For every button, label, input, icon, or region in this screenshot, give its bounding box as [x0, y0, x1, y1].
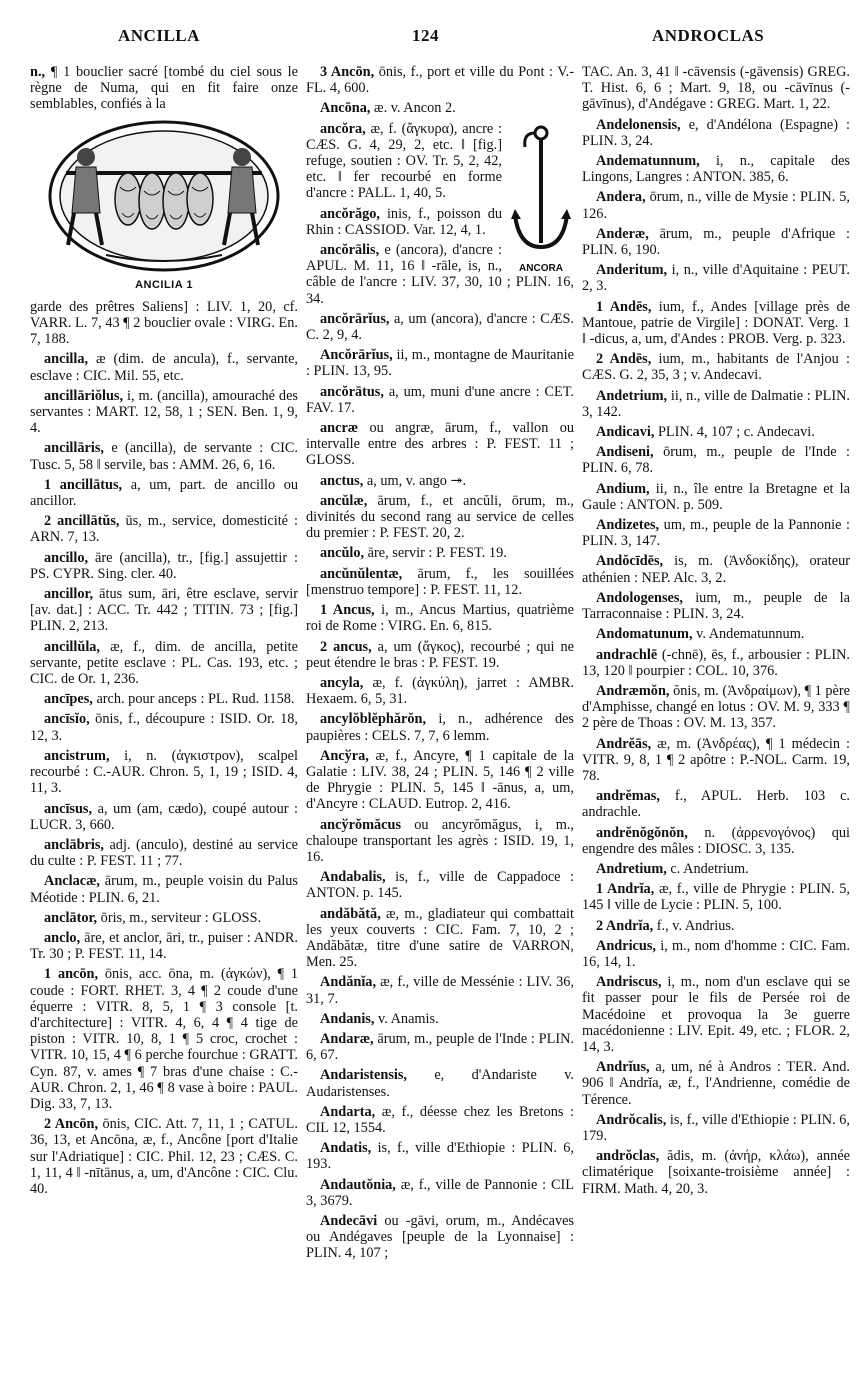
entry-body: ii, n., île entre la Bretagne et la Gaule : ANTON. p. 509. [582, 480, 850, 513]
entry [582, 299, 850, 348]
entry [306, 384, 574, 416]
entry-headword: Andretium, [596, 860, 667, 877]
entry-body: a, um (ἄγκος), recourbé ; qui ne peut étendre le bras : P. FEST. 19. [306, 638, 574, 671]
entry-body: a, um (ancora), d'ancre : CÆS. C. 2, 9, 4. [306, 310, 574, 344]
entry [582, 226, 850, 258]
ancora-illustration [508, 123, 574, 274]
entry-headword: andrŏclas, [596, 1148, 660, 1165]
entry-headword: Andelonensis, [596, 116, 681, 133]
entry-headword: Andatis, [320, 1140, 372, 1157]
entry-body: ou angræ, ārum, f., vallon ou intervalle entre des arbres : P. FEST. 11 ; GLOSS. [306, 420, 575, 469]
entry-headword: 1 Ancus, [320, 602, 375, 619]
entry [306, 1031, 574, 1063]
entry-headword: Andabalis, [320, 869, 386, 886]
entry-body: æ, f. (ἀγκύλη), jarret : AMBR. Hexaem. 6, 5, 31. [306, 674, 575, 708]
entry [582, 189, 850, 221]
entry-headword: n., [30, 64, 46, 80]
entry [30, 388, 298, 437]
entry-body: ōrum, n., ville de Mysie : PLIN. 5, 126. [582, 189, 850, 222]
entry [30, 1116, 298, 1197]
entry [30, 930, 298, 962]
entry-headword: ancŭlæ, [320, 492, 368, 509]
entry-body: n. (ἀρρενογόνος) qui engendre des mâles : DIOSC. 3, 135. [582, 824, 851, 857]
entry-body: i, m., nom d'homme : CIC. Fam. 16, 14, 1. [582, 937, 850, 970]
entry-headword: ancillāris, [44, 440, 104, 457]
column-1 [30, 64, 298, 1201]
entry-body: a, um (am, cædo), coupé autour : LUCR. 3, 660. [30, 800, 298, 833]
entry [30, 64, 298, 113]
entry [582, 1112, 850, 1144]
entry [30, 639, 298, 688]
entry-headword: Ancŏrārĭus, [320, 347, 393, 364]
page-header [0, 26, 858, 52]
entry [582, 626, 850, 642]
entry-body: a, um, muni d'une ancre : CET. FAV. 17. [306, 383, 574, 416]
entry-headword: anclātor, [44, 909, 98, 926]
entry [30, 691, 298, 707]
anchor-icon [511, 123, 571, 257]
entry-headword: Andematunnum, [596, 153, 700, 170]
entry [306, 566, 574, 598]
entry-body: ārum, m., peuple de l'Inde : PLIN. 6, 67. [306, 1030, 574, 1064]
ancilia-caption: ANCILIA 1 [135, 278, 193, 291]
entry-body: æ, f., ville de Phrygie : PLIN. 5, 145 ‖ ville de Lycie : PLIN. 5, 100. [582, 881, 851, 914]
entry [306, 347, 574, 379]
entry-headword: TAC. [582, 64, 614, 80]
entry [306, 748, 574, 813]
entry-body: v. Andematunnum. [696, 626, 805, 643]
entry-headword: ancŏra, [320, 120, 366, 137]
entry [30, 586, 298, 635]
entry [306, 473, 574, 489]
entry-headword: Ancўra, [320, 747, 369, 764]
entry-body: i, n., ville d'Aquitaine : PEUT. 2, 3. [582, 262, 850, 295]
entry-body: ii, m., montagne de Mauritanie : PLIN. 13, 95. [306, 347, 574, 380]
entry-body: ārum, f., les souillées [menstruo tempore] : P. FEST. 11, 12. [306, 565, 574, 598]
entry-headword: Andriscus, [596, 974, 662, 991]
entry-body: c. Andetrium. [670, 860, 749, 877]
entry-headword: andrĕnŏgŏnŏn, [596, 824, 688, 841]
entry [582, 736, 850, 785]
entry-headword: 1 ancillātus, [44, 476, 123, 493]
entry-body: ārum, m., peuple voisin du Palus Méotide : PLIN. 6, 21. [30, 873, 299, 906]
entry-body: e, d'Andariste v. Audaristenses. [306, 1067, 574, 1100]
entry-headword: Andarta, [320, 1103, 376, 1120]
entry [306, 974, 574, 1006]
entry-headword: ancўrŏmăcus [320, 816, 402, 833]
entry-headword: Andium, [596, 480, 650, 497]
entry-headword: ancīsus, [44, 800, 93, 817]
entry [30, 966, 298, 1112]
entry-body: ou -gāvi, orum, m., Andécaves ou Andégaves [peuple de la Lyonnaise] : PLIN. 4, 107 ; [306, 1213, 574, 1262]
entry [306, 711, 574, 743]
entry-headword: 1 Andēs, [596, 298, 652, 315]
entry [306, 64, 574, 96]
entry-body: ium, m., habitants de l'Anjou : CÆS. G. 2, 35, 3 ; v. Andecavi. [582, 351, 850, 384]
entry-headword: 2 ancus, [320, 638, 372, 655]
entry-headword: andrachlē [596, 646, 658, 663]
entry-headword: Andanis, [320, 1010, 375, 1027]
entry [30, 513, 298, 545]
ancilia-engraving [46, 117, 282, 275]
entry-headword: 1 Andrĭa, [596, 881, 655, 898]
entry-headword: ancistrum, [44, 747, 110, 764]
entry [582, 64, 850, 113]
entry-body: is, f., ville de Cappadoce : ANTON. p. 145. [306, 869, 575, 902]
entry-headword: ancŭnŭlentæ, [320, 565, 403, 582]
entry [306, 420, 574, 469]
entry-body: ārum, f., et ancŭli, ōrum, m., divinités du second rang au service de celles du premier : P. FEST. 20, 2. [306, 492, 574, 542]
entry [582, 938, 850, 970]
entry-headword: anclo, [44, 929, 81, 946]
entry-body: ōnis, acc. ōna, m. (ἀγκών), ¶ 1 coude : FORT. RHET. 3, 4 ¶ 2 coude d'une équerre : VITR. 8, 5, 1 ¶ 3 console [t. d'architecture] : VITR. 4, 6, 4 ¶ 4 tige de piston : VITR. 10, 8, 1 ¶ 5 croc, crochet : VITR. 10, 15, 4 ¶ 6 perche fourchue : GRATT. Cyn. 87, v. ames ¶ 7 bras d'une chaise : C.-AUR. Chron. 2, 1, 46 ¶ 8 vase à boire : PAUL. Dig. 33, 7, 13. [30, 966, 299, 1112]
entry-headword: anclābris, [44, 836, 104, 853]
entry-body: arch. pour anceps : PL. Rud. 1158. [96, 691, 295, 708]
entry-headword: anctus, [320, 472, 364, 489]
entry [306, 100, 574, 116]
entry [30, 440, 298, 472]
entry-body: āre (ancilla), tr., [fig.] assujettir : PS. CYPR. Sing. cler. 40. [30, 549, 298, 582]
entry-headword: Andizetes, [596, 517, 660, 534]
entry [582, 481, 850, 513]
entry-headword: andăbătă, [320, 905, 381, 922]
entry-body: ōnis, f., port et ville du Pont : V.-FL. 4, 600. [306, 64, 575, 97]
entry-headword: Andetrium, [596, 387, 668, 404]
entry-headword: ancillo, [44, 549, 89, 566]
entry [30, 711, 298, 743]
entry [30, 748, 298, 797]
entry [306, 906, 574, 971]
entry [582, 788, 850, 820]
entry-headword: ancŭlo, [320, 545, 365, 562]
entry-body: um, m., peuple de la Pannonie : PLIN. 3, 147. [582, 517, 850, 550]
entry-body: ¶ 1 bouclier sacré [tombé du ciel sous le règne de Numa, qui en fit faire onze semblables, confiés à la [30, 64, 298, 113]
entry-headword: Andicavi, [596, 424, 655, 441]
entry [582, 262, 850, 294]
entry-body: ii, n., ville de Dalmatie : PLIN. 3, 142. [582, 387, 850, 420]
entry-headword: ancillāriŏlus, [44, 387, 124, 404]
entry [306, 675, 574, 707]
entry [582, 444, 850, 476]
entry-body: ārum, m., peuple d'Afrique : PLIN. 6, 190. [582, 225, 850, 259]
entry-body: is, m. (Ἀνδοκίδης), orateur athénien : NEP. Alc. 3, 2. [582, 553, 850, 586]
entry-body: e (ancora), d'ancre : APUL. M. 11, 16 ‖ -rāle, is, n., câble de l'ancre : LIV. 37, 30, 10 ; PLIN. 16, 34. [306, 242, 574, 307]
header-last-word: ANDROCLAS [652, 26, 765, 45]
entry-headword: Andologenses, [596, 589, 683, 606]
entry-body: is, f., ville d'Ethiopie : PLIN. 6, 179. [582, 1111, 850, 1144]
entry-body: æ, f., déesse chez les Bretons : CIL 12, 1554. [306, 1103, 574, 1136]
entry-body: f., APUL. Herb. 103 c. andrachle. [582, 788, 850, 821]
entry-body: æ (dim. de ancula), f., servante, esclave : CIC. Mil. 55, etc. [30, 351, 299, 384]
entry-body: i, n., adhérence des paupières : CELS. 7, 7, 6 lemm. [306, 711, 574, 744]
entry [582, 918, 850, 934]
entry-headword: ancyla, [320, 674, 364, 691]
entry [306, 1177, 574, 1209]
entry-body: An. 3, 41 ‖ -cāvensis (-gāvensis) GREG. T. Hist. 6, 6 ; Mart. 9, 18, ou -cāvīnus (-gāvīnus), d'Andégave : GREG. Mart. 1, 22. [582, 64, 850, 113]
entry-headword: 3 Ancōn, [320, 64, 375, 80]
entry-headword: ancŏrārĭus, [320, 310, 390, 327]
entry-body: æ. v. Ancon 2. [374, 100, 456, 117]
entry [582, 881, 850, 913]
page-number: 124 [412, 26, 439, 45]
entry-body: āre, servir : P. FEST. 19. [367, 545, 507, 562]
entry-headword: Andricus, [596, 937, 656, 954]
entry [30, 873, 298, 905]
entry-body: ium, f., Andes [village près de Mantoue, patrie de Virgile] : DONAT. Verg. 1 ‖ -dicus, a, um, d'Andes : PROB. Verg. p. 323. [582, 298, 850, 348]
entry-headword: Andræmŏn, [596, 682, 670, 699]
entry-headword: Andŏcīdēs, [596, 553, 664, 570]
entry-headword: ancillŭla, [44, 638, 101, 655]
entry [30, 550, 298, 582]
entry-headword: Andecāvi [320, 1213, 378, 1229]
entry [306, 1213, 574, 1262]
entry-body: a, um, né à Andros : TER. And. 906 ‖ Andrĭa, æ, f., l'Andrienne, comédie de Térence. [582, 1059, 850, 1108]
entry-body: adj. (anculo), destiné au service du culte : P. FEST. 11 ; 77. [30, 836, 299, 870]
entry-headword: Andaræ, [320, 1030, 374, 1047]
entry-headword: Anclacæ, [44, 873, 100, 890]
entry-headword: Andautŏnia, [320, 1176, 396, 1193]
entry [582, 647, 850, 679]
entry-headword: Andomatunum, [596, 626, 693, 643]
entry-headword: 2 ancillātŭs, [44, 513, 120, 530]
entry [582, 861, 850, 877]
entry-body: āre, et anclor, āri, tr., puiser : ANDR. Tr. 30 ; P. FEST. 11, 14. [30, 929, 298, 963]
entry [582, 517, 850, 549]
entry [306, 1011, 574, 1027]
entry [306, 1140, 574, 1172]
entry-headword: andrĕmas, [596, 788, 660, 805]
entry [582, 1059, 850, 1108]
entry-body: e, d'Andélona (Espagne) : PLIN. 3, 24. [582, 116, 850, 149]
entry [582, 974, 850, 1055]
entry-body: ădis, m. (ἀνήρ, κλάω), année climatérique [soixante-troisième année] : FIRM. Math. 4, 20, 3. [582, 1148, 851, 1197]
entry [582, 590, 850, 622]
entry [306, 817, 574, 866]
entry [306, 311, 574, 343]
ancilia-illustration [30, 117, 298, 275]
entry [30, 299, 298, 348]
entry [30, 801, 298, 833]
column-3 [582, 64, 850, 1201]
entry-body: æ, f., dim. de ancilla, petite servante, petite esclave : PL. Cas. 193, etc. ; CIC. de Or. 1, 236. [30, 638, 298, 688]
entry [30, 837, 298, 869]
entry-body: is, f., ville d'Ethiopie : PLIN. 6, 193. [306, 1140, 574, 1173]
entry-headword: Andrĕās, [596, 735, 652, 752]
entry [582, 351, 850, 383]
entry [30, 477, 298, 509]
entry-body: æ, m. (Ἀνδρέας), ¶ 1 médecin : VITR. 9, 8, 1 ¶ 2 apôtre : P.-NOL. Carm. 19, 78. [582, 735, 851, 784]
entry-headword: 2 Ancōn, [44, 1116, 99, 1133]
entry [30, 910, 298, 926]
entry-body: ōris, m., serviteur : GLOSS. [100, 909, 262, 926]
entry [306, 869, 574, 901]
entry-body: a, um, part. de ancillo ou ancillor. [30, 476, 298, 510]
entry-headword: Andrŏcalis, [596, 1111, 667, 1128]
entry-body: ou ancyrŏmăgus, i, m., chaloupe transportant les agrès : ISID. 19, 1, 16. [306, 816, 574, 865]
entry-body: PLIN. 4, 107 ; c. Andecavi. [657, 424, 815, 441]
entry [582, 153, 850, 185]
entry-body: inis, f., poisson du Rhin : CASSIOD. Var. 12, 4, 1. [306, 205, 503, 238]
entry [582, 825, 850, 857]
entry-body: i, m. (ancilla), amouraché des servantes : MART. 12, 58, 1 ; SEN. Ben. 1, 9, 4. [30, 387, 298, 437]
entry-body: ŏnis, m. (Ἀνδραίμων), ¶ 1 père d'Amphisse, changé en lotus : OV. M. 9, 333 ¶ 2 père de Thoas : OV. M. 13, 357. [582, 682, 850, 732]
entry-headword: ancŏrăgo, [320, 205, 380, 222]
entry-headword: Anderæ, [596, 225, 649, 242]
entry-body: ōrum, m., peuple de l'Inde : PLIN. 6, 78. [582, 444, 851, 477]
entry [306, 545, 574, 561]
entry-headword: ancīsĭo, [44, 711, 90, 728]
entry-body: f., v. Andrius. [656, 917, 735, 934]
entry-body: ūs, m., service, domesticité : ARN. 7, 13. [30, 513, 298, 546]
entry [582, 1148, 850, 1197]
entry-headword: ancŏrātus, [320, 383, 384, 400]
entry-body: ōnis, f., découpure : ISID. Or. 18, 12, 3. [30, 711, 298, 744]
entry-body: e (ancilla), de servante : CIC. Tusc. 5, 58 ‖ servile, bas : AMM. 26, 6, 16. [30, 440, 299, 473]
entry-headword: Andiseni, [596, 444, 654, 461]
entry [582, 553, 850, 585]
entry-headword: Andrĭus, [596, 1059, 650, 1076]
entry [582, 683, 850, 732]
entry-body: a, um, v. ango ↠. [366, 472, 467, 489]
entry [306, 1104, 574, 1136]
entry-headword: ancilla, [44, 351, 89, 368]
entry-headword: Andaristensis, [320, 1067, 407, 1084]
entry [30, 351, 298, 383]
entry-headword: Andera, [596, 189, 646, 206]
column-2 [306, 64, 574, 1266]
entry-body: ium, m., peuple de la Tarraconnaise : PLIN. 3, 24. [582, 589, 850, 623]
entry-headword: Anderitum, [596, 262, 668, 279]
entry-body: æ, m., gladiateur qui combattait les yeux couverts : CIC. Fam. 7, 10, 2 ; Andăbătæ, titre d'une satire de VARRON, Men. 25. [306, 905, 575, 971]
entry-body: i, n. (ἀγκιστρον), scalpel recourbé : C.-AUR. Chron. 5, 1, 19 ; ISID. 4, 11, 3. [30, 747, 298, 797]
entry-headword: Ancōna, [320, 100, 371, 117]
entry-headword: ancŏrālis, [320, 242, 380, 259]
header-first-word: ANCILLA [118, 26, 200, 45]
entry [582, 388, 850, 420]
entry-headword: Andănĭa, [320, 974, 377, 991]
entry-headword: ancīpes, [44, 691, 93, 708]
entry [306, 602, 574, 634]
entry-body: garde des prêtres Saliens] : LIV. 1, 20, cf. VARR. L. 7, 43 ¶ 2 bouclier ovale : VIRG. En. 7, 188. [30, 298, 298, 348]
entry-headword: 2 Andēs, [596, 351, 652, 368]
entry-body: i, m., nom d'un esclave qui se fit passer pour le fils de Persée roi de Macédoine et provoqua la 3e guerre macédonienne : LIV. Epit. 49, etc. ; FLOR. 2, 14, 3. [582, 974, 850, 1055]
entry-body: æ, f., ville de Pannonie : CIL 3, 3679. [306, 1176, 574, 1209]
entry [582, 424, 850, 440]
entry [306, 1067, 574, 1099]
entry-headword: ancillor, [44, 586, 94, 603]
ancora-caption: ANCORA [519, 262, 563, 274]
entry-body: i, m., Ancus Martius, quatrième roi de Rome : VIRG. En. 6, 815. [306, 602, 574, 635]
entry-headword: 1 ancōn, [44, 966, 99, 983]
entry-headword: ancylŏblĕphărŏn, [320, 711, 427, 728]
entry-body: æ, f. (ἄγκυρα), ancre : CÆS. G. 4, 29, 2, etc. ‖ [fig.] refuge, soutien : OV. Tr. 5, 2, 42, etc. ‖ fer recourbé en forme d'ancre : PALL. 1, 40, 5. [306, 120, 502, 202]
entry-headword: ancræ [320, 420, 359, 437]
entry-body: ōnis, CIC. Att. 7, 11, 1 ; CATUL. 36, 13, et Ancōna, æ, f., Ancône [port d'Italie sur l'Adriatique] : CIC. Phil. 12, 23 ; CÆS. C. 1, 11, 4 ‖ -nītānus, a, um, d'Ancône : CIC. Clu. 40. [30, 1116, 298, 1197]
entry [306, 639, 574, 671]
entry-body: i, n., capitale des Lingons, Langres : ANTON. 385, 6. [582, 153, 851, 186]
entry-body: v. Anamis. [378, 1010, 439, 1027]
entry-body: æ, f., ville de Messénie : LIV. 36, 31, 7. [306, 974, 574, 1007]
entry-body: ātus sum, āri, être esclave, servir [av. dat.] : ACC. Tr. 442 ; TITIN. 73 ; [fig.] PLIN. 2, 213. [30, 586, 298, 635]
entry [582, 117, 850, 149]
entry [306, 493, 574, 542]
entry-body: æ, f., Ancyre, ¶ 1 capitale de la Galatie : LIV. 38, 24 ; PLIN. 5, 146 ¶ 2 ville de Phrygie : PLIN. 5, 145 ‖ -ānus, a, um, d'Ancyre : CLAUD. Eutrop. 2, 416. [306, 747, 574, 813]
entry-headword: 2 Andrĭa, [596, 917, 654, 934]
entry-body: (-chnē), ēs, f., arbousier : PLIN. 13, 120 ‖ pourpier : COL. 10, 376. [582, 646, 851, 679]
